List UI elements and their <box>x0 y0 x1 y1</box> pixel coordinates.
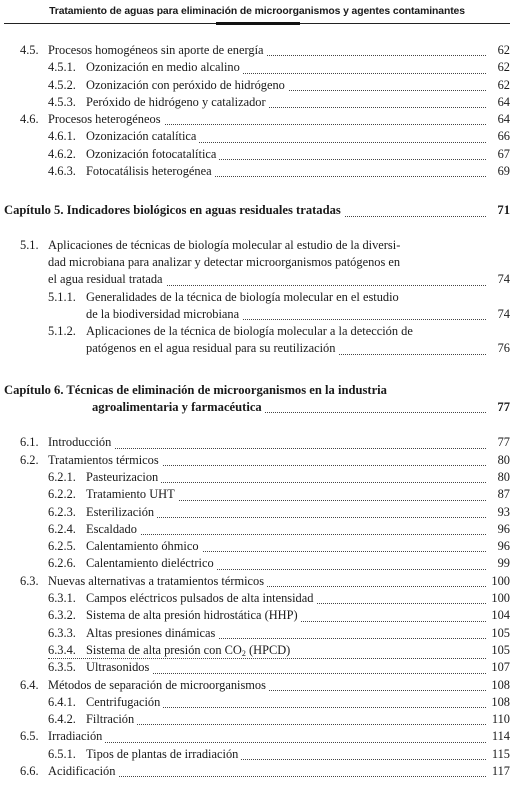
entry-text: Procesos homogéneos sin aporte de energía <box>48 43 264 57</box>
entry-number: 4.6.1. <box>48 129 76 144</box>
entry-page: 64 <box>497 112 510 127</box>
entry-text: Nuevas alternativas a tratamientos térmicos <box>48 573 265 588</box>
chapter-5-heading[interactable] <box>0 202 514 219</box>
entry-text: Escaldado <box>86 521 137 536</box>
entry-number: 6.3. <box>20 573 39 588</box>
entry-page: 69 <box>497 164 510 179</box>
entry-number: 4.5. <box>20 43 39 57</box>
toc-entry[interactable] <box>0 573 514 590</box>
entry-number: 6.5.1. <box>48 746 76 761</box>
toc-entry[interactable] <box>0 128 514 145</box>
entry-page: 107 <box>491 660 510 675</box>
toc-entry[interactable] <box>0 607 514 624</box>
entry-number: 6.2.5. <box>48 539 76 554</box>
entry-page: 76 <box>497 341 510 356</box>
entry-text: Irradiación <box>48 729 103 744</box>
toc-entry[interactable] <box>0 555 514 572</box>
entry-text: Pasteurizacion <box>86 469 159 484</box>
toc-entry[interactable] <box>0 146 514 163</box>
entry-page: 117 <box>491 763 510 778</box>
entry-number: 4.5.3. <box>48 94 76 109</box>
chapter-5-page: 71 <box>497 203 510 218</box>
entry-number: 4.6. <box>20 112 39 127</box>
entry-page: 87 <box>497 487 510 502</box>
entry-text-line: patógenos en el agua residual para su reutilización <box>86 341 338 355</box>
entry-page: 110 <box>491 712 510 727</box>
entry-number: 4.5.1. <box>48 60 76 75</box>
toc-entry-5-1[interactable] <box>0 237 514 289</box>
entry-page: 66 <box>497 129 510 144</box>
entry-text: Ozonización catalítica <box>86 129 197 144</box>
toc-entry[interactable] <box>0 677 514 694</box>
entry-number: 6.5. <box>20 729 39 744</box>
toc-entry[interactable] <box>0 59 514 76</box>
entry-page: 105 <box>491 642 510 657</box>
entry-text: Métodos de separación de microorganismos <box>48 677 266 692</box>
toc-entry[interactable] <box>0 728 514 745</box>
entry-page: 100 <box>491 573 510 588</box>
toc-entry[interactable] <box>0 746 514 763</box>
entry-number: 6.2.1. <box>48 469 76 484</box>
entry-page: 62 <box>497 43 510 57</box>
entry-text: Esterilización <box>86 504 155 519</box>
entry-page: 99 <box>497 556 510 571</box>
entry-text: Sistema de alta presión con CO <box>86 642 242 657</box>
toc-entry[interactable] <box>0 434 514 451</box>
entry-number: 4.6.2. <box>48 146 76 161</box>
table-of-contents <box>0 42 514 780</box>
entry-number: 6.3.3. <box>48 625 76 640</box>
entry-subscript: 2 <box>241 648 246 658</box>
entry-page: 74 <box>497 272 510 287</box>
chapter-6-title-line: agroalimentaria y farmacéutica <box>92 400 265 414</box>
entry-number: 6.3.1. <box>48 591 76 606</box>
entry-page: 62 <box>497 60 510 75</box>
entry-number: 6.3.2. <box>48 608 76 623</box>
entry-text-line: de la biodiversidad microbiana <box>86 307 242 321</box>
toc-entry[interactable] <box>0 111 514 128</box>
entry-text: Acidificación <box>48 763 116 778</box>
entry-text-line: Generalidades de la técnica de biología molecular en el estudio <box>86 289 399 304</box>
entry-text: Ozonización fotocatalítica <box>86 146 217 161</box>
entry-text: Procesos heterogéneos <box>48 112 161 127</box>
chapter-6-title-line: Capítulo 6. Técnicas de eliminación de microorganismos en la industria <box>4 382 387 397</box>
entry-text: Tratamiento UHT <box>86 487 175 502</box>
entry-page: 108 <box>491 677 510 692</box>
entry-text: Introducción <box>48 435 112 450</box>
toc-entry[interactable] <box>0 711 514 728</box>
toc-entry-5-1-1[interactable] <box>0 289 514 324</box>
toc-entry[interactable] <box>0 625 514 642</box>
entry-text: Ozonización en medio alcalino <box>86 60 240 75</box>
entry-text-line: Aplicaciones de la técnica de biología molecular a la detección de <box>86 324 413 339</box>
entry-text: Tipos de plantas de irradiación <box>86 746 239 761</box>
entry-page: 74 <box>497 306 510 321</box>
entry-text-line: Aplicaciones de técnicas de biología molecular al estudio de la diversi- <box>48 237 401 252</box>
entry-page: 80 <box>497 469 510 484</box>
entry-text: Altas presiones dinámicas <box>86 625 216 640</box>
entry-page: 77 <box>497 435 510 450</box>
chapter-6-heading[interactable] <box>0 382 514 417</box>
entry-page: 80 <box>497 452 510 467</box>
toc-entry[interactable] <box>0 94 514 111</box>
entry-number: 6.2.4. <box>48 521 76 536</box>
entry-number: 6.3.4. <box>48 642 76 657</box>
entry-text-tail: (HPCD) <box>245 642 291 657</box>
entry-number: 6.2.6. <box>48 556 76 571</box>
toc-entry[interactable] <box>0 642 514 659</box>
entry-text: Ultrasonidos <box>86 660 150 675</box>
entry-page: 96 <box>497 539 510 554</box>
entry-page: 64 <box>497 94 510 109</box>
toc-entry[interactable] <box>0 521 514 538</box>
entry-number: 6.3.5. <box>48 660 76 675</box>
entry-page: 105 <box>491 625 510 640</box>
entry-text: Tratamientos térmicos <box>48 452 159 467</box>
entry-number: 5.1. <box>20 237 39 252</box>
toc-entry[interactable] <box>0 469 514 486</box>
toc-entry[interactable] <box>0 452 514 469</box>
entry-text-line: el agua residual tratada <box>48 272 166 286</box>
toc-entry[interactable] <box>0 504 514 521</box>
entry-page: 108 <box>491 694 510 709</box>
entry-text: Peróxido de hidrógeno y catalizador <box>86 94 266 109</box>
entry-number: 6.4.2. <box>48 712 76 727</box>
entry-text: Filtración <box>86 712 135 727</box>
entry-number: 6.2.2. <box>48 487 76 502</box>
toc-entry[interactable] <box>0 763 514 780</box>
entry-number: 6.6. <box>20 763 39 778</box>
toc-entry[interactable] <box>0 77 514 94</box>
entry-page: 104 <box>491 608 510 623</box>
entry-page: 62 <box>497 77 510 92</box>
entry-number: 6.4.1. <box>48 694 76 709</box>
entry-number: 5.1.1. <box>48 289 76 304</box>
toc-entry-5-1-2[interactable] <box>0 323 514 358</box>
toc-section-6 <box>0 434 514 780</box>
toc-entry[interactable] <box>0 659 514 676</box>
entry-text: Calentamiento dieléctrico <box>86 556 214 571</box>
entry-number: 6.1. <box>20 435 39 450</box>
entry-number: 4.5.2. <box>48 77 76 92</box>
toc-entry[interactable] <box>0 486 514 503</box>
entry-page: 93 <box>497 504 510 519</box>
chapter-5-title: Capítulo 5. Indicadores biológicos en aguas residuales tratadas <box>4 203 344 217</box>
entry-text: Centrifugación <box>86 694 161 709</box>
entry-page: 115 <box>491 746 510 761</box>
entry-page: 100 <box>491 591 510 606</box>
entry-number: 6.2.3. <box>48 504 76 519</box>
entry-number: 6.4. <box>20 677 39 692</box>
entry-number: 6.2. <box>20 452 39 467</box>
toc-section-4 <box>0 42 514 180</box>
toc-entry[interactable] <box>0 694 514 711</box>
chapter-6-page: 77 <box>497 400 510 415</box>
entry-text: Sistema de alta presión hidrostática (HHP) <box>86 608 298 623</box>
running-header: Tratamiento de aguas para eliminación de microorganismos y agentes contaminantes <box>49 6 465 17</box>
toc-entry[interactable] <box>0 590 514 607</box>
toc-entry[interactable] <box>0 538 514 555</box>
entry-number: 5.1.2. <box>48 324 76 339</box>
entry-text: Ozonización con peróxido de hidrógeno <box>86 77 285 92</box>
entry-page: 96 <box>497 521 510 536</box>
entry-page: 67 <box>497 146 510 161</box>
toc-entry[interactable] <box>0 42 514 59</box>
entry-text: Calentamiento óhmico <box>86 539 199 554</box>
entry-page: 114 <box>491 729 510 744</box>
entry-text: Campos eléctricos pulsados de alta intensidad <box>86 591 314 606</box>
header-rule-accent <box>216 22 300 25</box>
entry-text-line: dad microbiana para analizar y detectar microorganismos patógenos en <box>48 254 401 269</box>
toc-entry[interactable] <box>0 163 514 180</box>
entry-text: Fotocatálisis heterogénea <box>86 164 212 179</box>
entry-number: 4.6.3. <box>48 164 76 179</box>
